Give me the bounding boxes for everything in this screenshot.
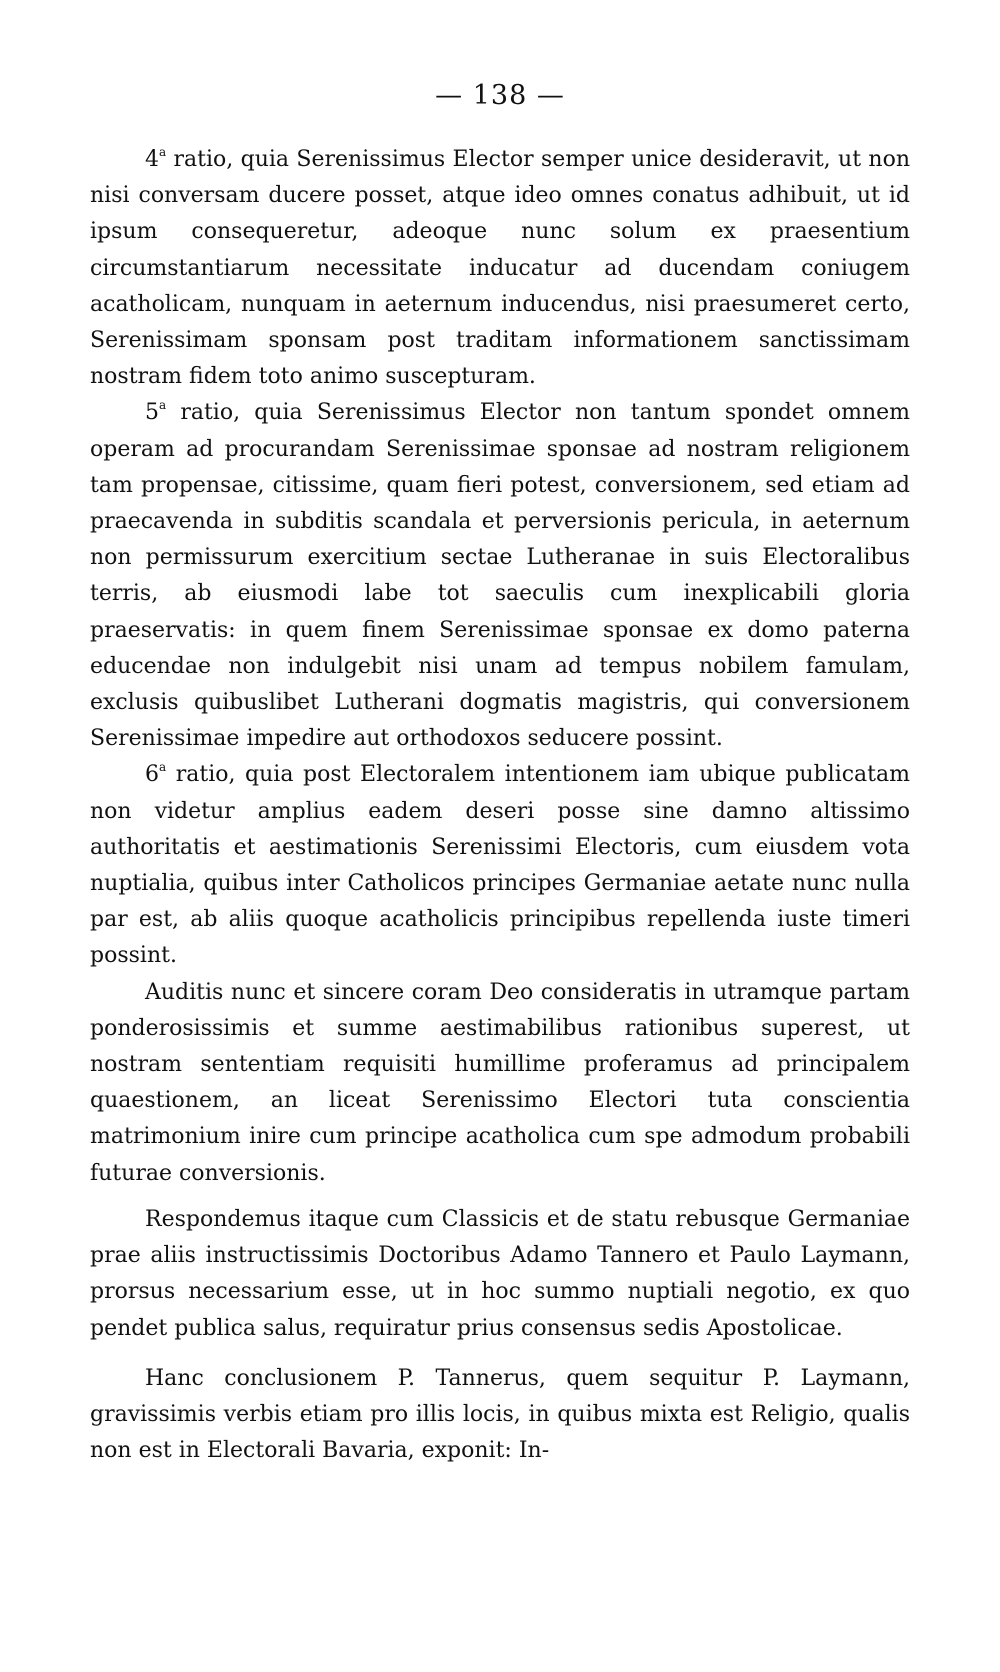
paragraph-text: ratio, quia post Electoralem intentionem iam ubique publicatam non videtur amplius eadem deseri posse sine damno altissimo authoritatis et aestimationis Serenissimi Electoris, cum eiusdem vota nuptialia, quibus inter Catholicos principes Germaniae aetate nunc nulla par est, ab aliis quoque acatholicis principibus repellenda iuste timeri possint. xyxy=(90,762,910,969)
ratio-ordinal: 4 xyxy=(145,147,159,172)
paragraph-text: ratio, quia Serenissimus Elector semper unice desideravit, ut non nisi conversam ducere posset, atque ideo omnes conatus adhibuit, ut id ipsum consequeretur, adeoque nunc solum ex praesentium circumstantiarum necessitate inducatur ad ducendam coniugem acatholicam, nunquam in aeternum inducendus, nisi praesumeret certo, Serenissimam sponsam post traditam informationem sanctissimam nostram fidem toto animo suscepturam. xyxy=(90,147,910,390)
paragraph-hanc-conclusionem: Hanc conclusionem P. Tannerus, quem sequitur P. Laymann, gravissimis verbis etiam pro illis locis, in quibus mixta est Religio, qualis non est in Electorali Bavaria, exponit: In- xyxy=(90,1365,910,1464)
ratio-ordinal-suffix: a xyxy=(159,760,167,775)
paragraph-ratio-4 xyxy=(90,142,910,395)
paragraph-text: ratio, quia Serenissimus Elector non tantum spondet omnem operam ad procurandam Serenissimae sponsae ad nostram religionem tam propensae, citissime, quam fieri potest, conversionem, sed etiam ad praecavenda in subditis scandala et perversionis pericula, in aeternum non permissurum exercitium sectae Lutheranae in suis Electoralibus terris, ab eiusmodi labe tot saeculis cum inexplicabili gloria praeservatis: in quem finem Serenissimae sponsae ex domo paterna educendae non indulgebit nisi unam ad tempus nobilem famulam, exclusis quibuslibet Lutherani dogmatis magistris, qui conversionem Serenissimae impedire aut orthodoxos seducere possint. xyxy=(90,400,910,752)
ratio-ordinal: 5 xyxy=(145,400,159,426)
paragraph-auditis: Auditis nunc et sincere coram Deo consideratis in utramque partam ponderosissimis et summe aestimabilibus rationibus superest, ut nostram sententiam requisiti humillime proferamus ad principalem quaestionem, an liceat Serenissimo Electori tuta conscientia matrimonium inire cum principe acatholica cum spe admodum probabili futurae conversionis. xyxy=(90,979,910,1186)
body-text xyxy=(90,142,910,1469)
paragraph-respondemus: Respondemus itaque cum Classicis et de statu rebusque Germaniae prae aliis instructissimis Doctoribus Adamo Tannero et Paulo Laymann, prorsus necessarium esse, ut in hoc summo nuptiali negotio, ex quo pendet publica salus, requiratur prius consensus sedis Apostolicae. xyxy=(90,1206,910,1341)
ratio-ordinal: 6 xyxy=(145,762,159,788)
paragraph-ratio-5 xyxy=(90,395,910,757)
page-number: — 138 — xyxy=(435,80,565,111)
ratio-ordinal-suffix: a xyxy=(159,398,167,413)
paragraph-ratio-6 xyxy=(90,757,910,974)
ratio-ordinal-suffix: a xyxy=(159,145,167,159)
